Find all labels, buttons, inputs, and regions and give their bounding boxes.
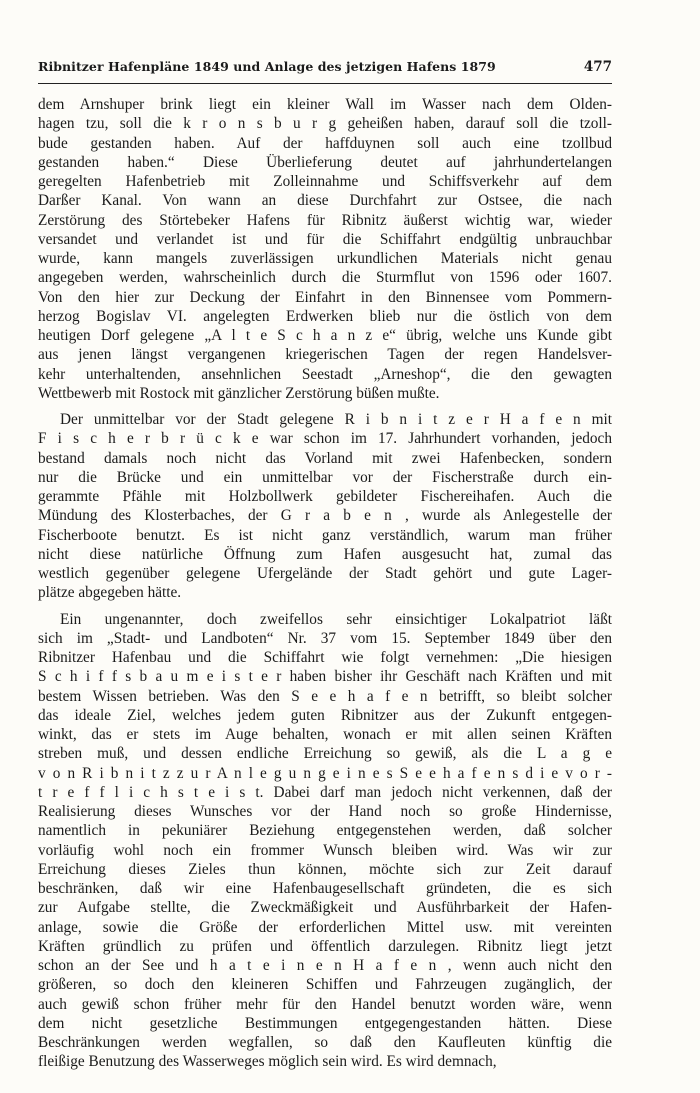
text-line: vorläufig wohl noch ein frommer Wunsch bleiben wird. Was wir zur (38, 841, 612, 859)
paragraph-gap (38, 603, 612, 610)
text-line: wurde, kann mangels zuverlässigen urkundlichen Materials nicht genau (38, 250, 612, 267)
text-line: t r e f f l i c h s t e i s t. Dabei darf man jedoch nicht verkennen, daß der (38, 783, 612, 801)
text-line: gerammte Pfähle mit Holzbollwerk gebildeter Fischereihafen. Auch die (38, 488, 612, 505)
text-line: anlage, sowie die Größe der erforderlichen Mittel usw. mit vereinten (38, 918, 612, 936)
text-line: F i s c h e r b r ü c k e war schon im 17. Jahrhundert vorhanden, jedoch (38, 430, 612, 448)
text-line: streben muß, und dessen endliche Erreichung so gewiß, als die L a g e (38, 745, 612, 763)
header-title: Ribnitzer Hafenpläne 1849 und Anlage des jetzigen Hafens 1879 (38, 59, 496, 74)
paragraph-gap (38, 403, 612, 410)
text-line: bestem Wissen betrieben. Was den S e e h a f e n betrifft, so bleibt solcher (38, 687, 612, 705)
text-line: fleißige Benutzung des Wasserweges möglich sein wird. Es wird demnach, (38, 1053, 497, 1071)
text-line: bestand damals noch nicht das Vorland mit zwei Hafenbecken, sondern (38, 449, 612, 467)
running-header (38, 59, 612, 81)
text-line: aus jenen längst vergangenen kriegerischen Tagen der regen Handelsver- (38, 346, 612, 364)
text-line: Darßer Kanal. Von wann an diese Durchfahrt zur Ostsee, die nach (38, 192, 612, 210)
text-line: Beschränkungen werden wegfallen, so daß den Kaufleuten künftig die (38, 1034, 612, 1051)
body-text (38, 95, 612, 1072)
text-line: Kräften gründlich zu prüfen und öffentlich darzulegen. Ribnitz liegt jetzt (38, 937, 612, 955)
text-line: Wettbewerb mit Rostock mit gänzlicher Zerstörung büßen mußte. (38, 384, 440, 402)
text-line: beschränken, daß wir eine Hafenbaugesellschaft gründeten, die es sich (38, 880, 612, 897)
text-line: Zerstörung des Störtebeker Hafens für Ribnitz äußerst wichtig war, wieder (38, 211, 612, 229)
text-line: versandet und verlandet ist und für die Schiffahrt endgültig unbrauchbar (38, 230, 612, 248)
text-line: S c h i f f s b a u m e i s t e r haben bisher ihr Geschäft nach Kräften und mit (38, 668, 612, 686)
text-line: Der unmittelbar vor der Stadt gelegene R i b n i t z e r H a f e n mit (60, 411, 612, 428)
text-line: herzog Bogislav VI. angelegten Erdwerken blieb nur die östlich von dem (38, 307, 612, 325)
text-line: nicht diese natürliche Öffnung zum Hafen ausgesucht hat, zumal das (38, 545, 612, 563)
paragraph (38, 410, 612, 603)
text-line: angegeben werden, wahrscheinlich durch die Sturmflut von 1596 oder 1607. (38, 269, 612, 287)
text-line: sich im „Stadt- und Landboten“ Nr. 37 vom 15. September 1849 über den (38, 629, 612, 647)
text-line: namentlich in pekuniärer Beziehung entgegenstehen werden, daß solcher (38, 822, 612, 840)
text-line: schon an der See und h a t e i n e n H a f e n , wenn auch nicht den (38, 957, 612, 974)
text-line: v o n R i b n i t z z u r A n l e g u n g e i n e s S e e h a f e n s d i e v o r - (38, 764, 612, 782)
text-line: Von den hier zur Deckung der Einfahrt in den Binnensee vom Pommern- (38, 288, 612, 306)
text-line: bude gestanden haben. Auf der haffduynen soll auch eine tzollbud (38, 134, 612, 152)
text-line: größeren, so doch den kleineren Schiffen und Fahrzeugen zugänglich, der (38, 976, 612, 994)
text-line: dem nicht gesetzliche Bestimmungen entgegengestanden hätten. Diese (38, 1014, 612, 1032)
text-line: winkt, das er stets im Auge behalten, wonach er mit allen seinen Kräften (38, 726, 612, 743)
text-line: Realisierung dieses Wunsches vor der Hand noch so große Hindernisse, (38, 803, 612, 820)
text-line: hagen tzu, soll die k r o n s b u r g geheißen haben, darauf soll die tzoll- (38, 115, 612, 133)
text-line: das ideale Ziel, welches jedem guten Ribnitzer aus der Zukunft entgegen- (38, 706, 612, 724)
text-line: Ein ungenannter, doch zweifellos sehr einsichtiger Lokalpatriot läßt (60, 610, 612, 628)
text-line: kehr unterhaltenden, ansehnlichen Seestadt „Arneshop“, die den gewagten (38, 365, 612, 383)
text-line: zur Aufgabe stellte, die Zweckmäßigkeit und Ausführbarkeit der Hafen- (38, 899, 612, 917)
text-line: Fischerboote benutzt. Es ist nicht ganz verständlich, warum man früher (38, 526, 612, 544)
text-line: westlich gegenüber gelegene Ufergelände der Stadt gehört und gute Lager- (38, 565, 612, 582)
text-line: Ribnitzer Hafenbau und die Schiffahrt wie folgt vernehmen: „Die hiesigen (38, 649, 612, 666)
text-line: auch gewiß schon früher mehr für den Handel benutzt worden wäre, wenn (38, 995, 612, 1013)
paragraph (38, 610, 612, 1072)
text-line: dem Arnshuper brink liegt ein kleiner Wall im Wasser nach dem Olden- (38, 96, 612, 113)
text-line: Erreichung dieses Zieles thun können, möchte sich zur Zeit darauf (38, 860, 612, 878)
text-line: gestanden haben.“ Diese Überlieferung deutet auf jahrhundertelangen (38, 153, 612, 171)
text-line: geregelten Hafenbetrieb mit Zolleinnahme und Schiffsverkehr auf dem (38, 173, 612, 190)
text-line: Mündung des Klosterbaches, der G r a b e n , wurde als Anlegestelle der (38, 507, 612, 525)
page-number: 477 (583, 59, 612, 75)
header-rule (38, 83, 612, 84)
paragraph (38, 95, 612, 403)
text-line: nur die Brücke und ein unmittelbar vor der Fischerstraße durch ein- (38, 468, 612, 486)
text-line: plätze abgegeben hätte. (38, 584, 182, 602)
text-line: heutigen Dorf gelegene „A l t e S c h a n z e“ übrig, welche uns Kunde gibt (38, 327, 612, 344)
